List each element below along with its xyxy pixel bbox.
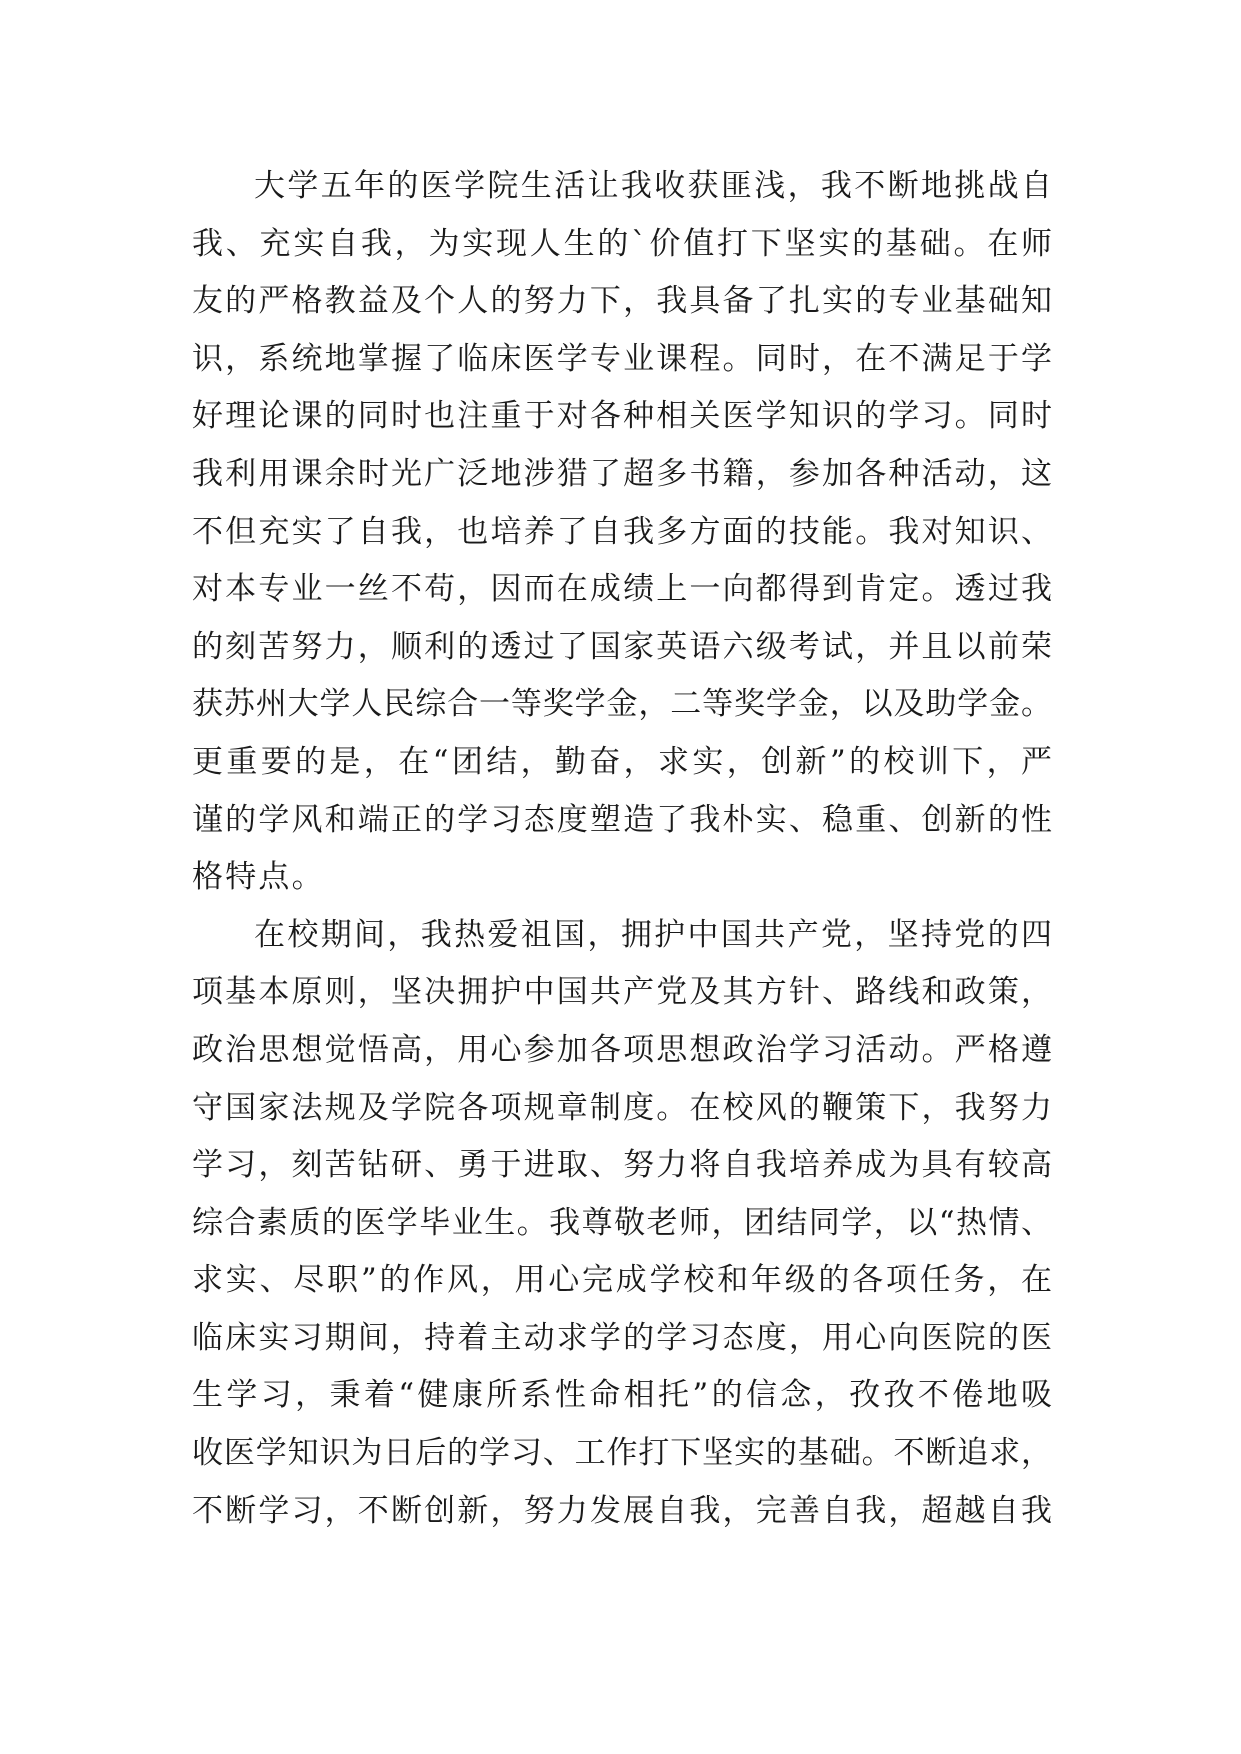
paragraph-1-line-11: 更重要的是，在“团结，勤奋，求实，创新”的校训下，严	[192, 743, 1052, 780]
paragraph-2-line-8: 临床实习期间，持着主动求学的学习态度，用心向医院的医	[192, 1319, 1052, 1356]
paragraph-1-line-9: 的刻苦努力，顺利的透过了国家英语六级考试，并且以前荣	[192, 628, 1052, 665]
paragraph-2-line-4: 守国家法规及学院各项规章制度。在校风的鞭策下，我努力	[192, 1089, 1052, 1126]
paragraph-1-line-10: 获苏州大学人民综合一等奖学金，二等奖学金，以及助学金。	[192, 686, 1052, 723]
paragraph-2-line-10: 收医学知识为日后的学习、工作打下坚实的基础。不断追求，	[192, 1435, 1052, 1472]
paragraph-1-line-7: 不但充实了自我，也培养了自我多方面的技能。我对知识、	[192, 513, 1052, 550]
paragraph-1-line-1: 大学五年的医学院生活让我收获匪浅，我不断地挑战自	[254, 168, 1052, 204]
paragraph-1-line-2: 我、充实自我，为实现人生的`价值打下坚实的基础。在师	[192, 225, 1052, 262]
body-text	[192, 158, 1052, 1540]
paragraph-1-line-5: 好理论课的同时也注重于对各种相关医学知识的学习。同时	[192, 398, 1052, 435]
paragraph-1-line-3: 友的严格教益及个人的努力下，我具备了扎实的专业基础知	[192, 283, 1052, 320]
paragraph-1-line-12: 谨的学风和端正的学习态度塑造了我朴实、稳重、创新的性	[192, 801, 1052, 838]
paragraph-1-line-6: 我利用课余时光广泛地涉猎了超多书籍，参加各种活动，这	[192, 455, 1052, 492]
paragraph-2-line-1: 在校期间，我热爱祖国，拥护中国共产党，坚持党的四	[254, 916, 1052, 953]
paragraph-2-line-11: 不断学习，不断创新，努力发展自我，完善自我，超越自我	[192, 1492, 1052, 1529]
paragraph-2-line-6: 综合素质的医学毕业生。我尊敬老师，团结同学，以“热情、	[192, 1204, 1052, 1241]
paragraph-2-line-2: 项基本原则，坚决拥护中国共产党及其方针、路线和政策，	[192, 974, 1052, 1011]
paragraph-1-line-4: 识，系统地掌握了临床医学专业课程。同时，在不满足于学	[192, 340, 1052, 377]
paragraph-1-line-13: 格特点。	[192, 859, 325, 896]
paragraph-2-line-7: 求实、尽职”的作风，用心完成学校和年级的各项任务，在	[192, 1262, 1052, 1299]
paragraph-2-line-5: 学习，刻苦钻研、勇于进取、努力将自我培养成为具有较高	[192, 1147, 1052, 1184]
paragraph-2-line-3: 政治思想觉悟高，用心参加各项思想政治学习活动。严格遵	[192, 1031, 1052, 1068]
paragraph-1-line-8: 对本专业一丝不苟，因而在成绩上一向都得到肯定。透过我	[192, 571, 1052, 608]
paragraph-2-line-9: 生学习，秉着“健康所系性命相托”的信念，孜孜不倦地吸	[192, 1377, 1052, 1414]
